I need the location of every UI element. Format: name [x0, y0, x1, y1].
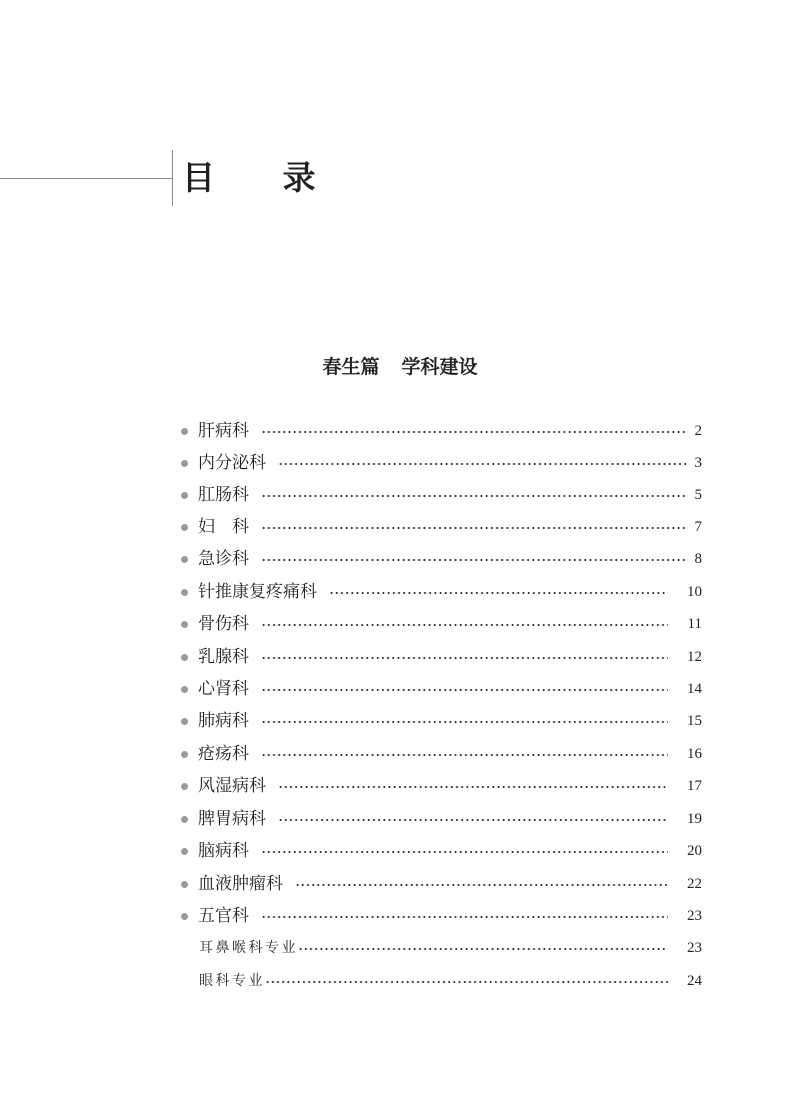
toc-label: 针推康复疼痛科	[198, 582, 317, 602]
toc-page-number: 23	[687, 940, 702, 956]
toc-entry[interactable]	[178, 613, 702, 635]
toc-page-number: 11	[687, 616, 702, 632]
toc-page-number: 24	[687, 973, 702, 989]
toc-entry[interactable]	[178, 678, 702, 700]
dot-leader	[261, 851, 668, 853]
bullet-icon	[181, 556, 188, 563]
bullet-icon	[181, 654, 188, 661]
toc-entry[interactable]	[178, 840, 702, 862]
toc-entry[interactable]	[178, 775, 702, 797]
toc-entry[interactable]	[178, 420, 702, 442]
toc-page-number: 23	[687, 908, 702, 924]
toc-label: 内分泌科	[198, 453, 266, 473]
bullet-icon	[181, 460, 188, 467]
toc-label: 风湿病科	[198, 776, 266, 796]
toc-page-number: 15	[687, 713, 702, 729]
bullet-icon	[181, 428, 188, 435]
toc-page-number: 2	[694, 423, 702, 439]
toc-entry[interactable]	[178, 646, 702, 668]
dot-leader	[278, 819, 668, 821]
toc-label: 耳鼻喉科专业	[199, 940, 298, 956]
dot-leader	[261, 689, 668, 691]
toc-label: 心肾科	[198, 679, 249, 699]
bullet-icon	[181, 816, 188, 823]
toc-page-number: 19	[687, 811, 702, 827]
bullet-icon	[181, 524, 188, 531]
dot-leader	[261, 754, 668, 756]
dot-leader	[329, 592, 668, 594]
dot-leader	[295, 884, 668, 886]
toc-entry[interactable]	[178, 873, 702, 895]
dot-leader	[265, 981, 668, 983]
toc-entry[interactable]	[178, 808, 702, 830]
dot-leader	[298, 948, 668, 950]
toc-page-number: 10	[687, 584, 702, 600]
toc-sub-entry[interactable]	[199, 937, 702, 959]
toc-page-number: 20	[687, 843, 702, 859]
toc-label: 急诊科	[198, 549, 249, 569]
dot-leader	[261, 431, 686, 433]
bullet-icon	[181, 913, 188, 920]
toc-entry[interactable]	[178, 743, 702, 765]
dot-leader	[278, 463, 686, 465]
bullet-icon	[181, 686, 188, 693]
bullet-icon	[181, 718, 188, 725]
dot-leader	[261, 624, 668, 626]
dot-leader	[278, 786, 668, 788]
toc-page-number: 16	[687, 746, 702, 762]
page-title: 目 录	[182, 158, 344, 197]
toc-page-number: 7	[694, 519, 702, 535]
toc-label: 肛肠科	[198, 485, 249, 505]
toc-label: 妇 科	[198, 517, 249, 537]
bullet-icon	[181, 589, 188, 596]
title-rule-horizontal	[0, 178, 172, 179]
toc-label: 肝病科	[198, 421, 249, 441]
dot-leader	[261, 559, 686, 561]
toc-sub-entry[interactable]	[199, 970, 702, 992]
toc-entry[interactable]	[178, 452, 702, 474]
bullet-icon	[181, 492, 188, 499]
toc-entry[interactable]	[178, 516, 702, 538]
toc-page-number: 14	[687, 681, 702, 697]
bullet-icon	[181, 783, 188, 790]
toc-entry[interactable]	[178, 905, 702, 927]
title-rule-vertical	[172, 150, 173, 206]
toc-label: 脑病科	[198, 841, 249, 861]
toc-page-number: 12	[687, 649, 702, 665]
toc-label: 眼科专业	[199, 973, 265, 989]
section-title	[0, 352, 800, 379]
dot-leader	[261, 495, 686, 497]
section-name: 学科建设	[401, 356, 478, 378]
toc-label: 疮疡科	[198, 744, 249, 764]
toc-label: 骨伤科	[198, 614, 249, 634]
toc-label: 五官科	[198, 906, 249, 926]
bullet-icon	[181, 621, 188, 628]
toc-label: 血液肿瘤科	[198, 874, 283, 894]
toc-entry[interactable]	[178, 710, 702, 732]
toc-page-number: 3	[694, 455, 702, 471]
toc-entry[interactable]	[178, 581, 702, 603]
toc-page-number: 22	[687, 876, 702, 892]
dot-leader	[261, 916, 668, 918]
toc-label: 脾胃病科	[198, 809, 266, 829]
bullet-icon	[181, 881, 188, 888]
toc-entry[interactable]	[178, 484, 702, 506]
toc-label: 肺病科	[198, 711, 249, 731]
section-part: 春生篇	[322, 356, 380, 378]
toc-label: 乳腺科	[198, 647, 249, 667]
toc-entry[interactable]	[178, 548, 702, 570]
dot-leader	[261, 657, 668, 659]
toc-page-number: 5	[694, 487, 702, 503]
toc-page-number: 8	[694, 551, 702, 567]
dot-leader	[261, 527, 686, 529]
dot-leader	[261, 721, 668, 723]
toc-page-number: 17	[687, 778, 702, 794]
bullet-icon	[181, 848, 188, 855]
bullet-icon	[181, 751, 188, 758]
